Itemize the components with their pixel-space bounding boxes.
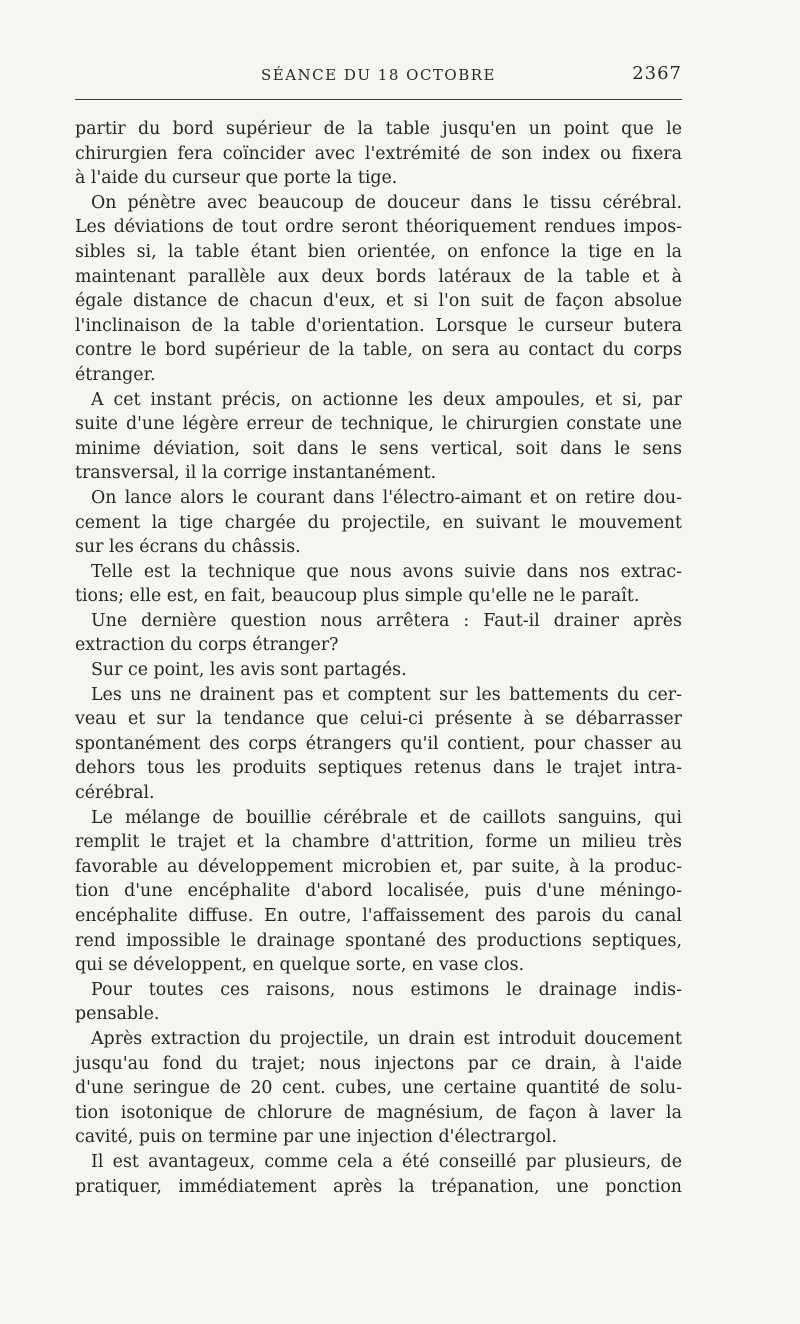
text-line: tion isotonique de chlorure de magnésium, de façon à laver la (75, 1102, 682, 1123)
header-rule (75, 99, 682, 100)
text-line: pensable. (75, 1004, 160, 1025)
text-line: contre le bord supérieur de la table, on sera au contact du corps (75, 340, 682, 361)
text-line: minime déviation, soit dans le sens vertical, soit dans le sens (75, 438, 682, 459)
text-line: tions; elle est, en fait, beaucoup plus simple qu'elle ne le paraît. (75, 586, 640, 607)
text-line: qui se développent, en quelque sorte, en vase clos. (75, 955, 525, 976)
text-line: sibles si, la table étant bien orientée, on enfonce la tige en la (75, 241, 682, 262)
text-line: remplit le trajet et la chambre d'attrition, forme un milieu très (75, 832, 682, 853)
page-header (75, 60, 682, 90)
text-line: transversal, il la corrige instantanément. (75, 463, 437, 484)
text-line: Les déviations de tout ordre seront théoriquement rendues impos- (75, 217, 682, 238)
text-line: cement la tige chargée du projectile, en suivant le mouvement (75, 512, 682, 533)
text-line: jusqu'au fond du trajet; nous injectons par ce drain, à l'aide (75, 1053, 682, 1074)
text-line: pratiquer, immédiatement après la trépanation, une ponction (75, 1176, 682, 1197)
text-line: veau et sur la tendance que celui-ci présente à se débarrasser (75, 709, 682, 730)
text-line: chirurgien fera coïncider avec l'extrémité de son index ou fixera (75, 143, 682, 164)
text-line: rend impossible le drainage spontané des productions septiques, (75, 930, 682, 951)
text-line: Après extraction du projectile, un drain est introduit doucement (91, 1028, 682, 1049)
text-line: dehors tous les produits septiques retenus dans le trajet intra- (75, 758, 682, 779)
text-line: On pénètre avec beaucoup de douceur dans le tissu cérébral. (91, 192, 682, 213)
text-line: Pour toutes ces raisons, nous estimons le drainage indis- (91, 979, 682, 1000)
text-line: Telle est la technique que nous avons suivie dans nos extrac- (91, 561, 682, 582)
text-line: On lance alors le courant dans l'électro-aimant et on retire dou- (91, 487, 682, 508)
text-line: favorable au développement microbien et, par suite, à la produc- (75, 856, 682, 877)
text-line: encéphalite diffuse. En outre, l'affaissement des parois du canal (75, 906, 682, 926)
text-line: à l'aide du curseur que porte la tige. (75, 168, 398, 189)
text-line: égale distance de chacun d'eux, et si l'on suit de façon absolue (75, 291, 682, 312)
text-line: A cet instant précis, on actionne les deux ampoules, et si, par (91, 389, 682, 410)
text-line: extraction du corps étranger? (75, 635, 339, 656)
text-line: cavité, puis on termine par une injection d'électrargol. (75, 1127, 558, 1148)
text-line: cérébral. (75, 783, 155, 804)
text-line: tion d'une encéphalite d'abord localisée, puis d'une méningo- (75, 881, 682, 902)
text-line: l'inclinaison de la table d'orientation. Lorsque le curseur butera (75, 315, 682, 336)
text-line: sur les écrans du châssis. (75, 537, 301, 558)
text-line: Le mélange de bouillie cérébrale et de caillots sanguins, qui (91, 807, 682, 828)
body-text (75, 117, 682, 1199)
text-line: d'une seringue de 20 cent. cubes, une certaine quantité de solu- (75, 1078, 682, 1099)
text-line: spontanément des corps étrangers qu'il contient, pour chasser au (75, 733, 682, 754)
text-line: partir du bord supérieur de la table jusqu'en un point que le (75, 119, 682, 139)
text-line: Une dernière question nous arrêtera : Faut-il drainer après (91, 610, 682, 631)
text-line: Sur ce point, les avis sont partagés. (91, 660, 407, 681)
text-line: étranger. (75, 364, 156, 385)
text-line: Il est avantageux, comme cela a été conseillé par plusieurs, de (91, 1151, 682, 1172)
text-line: suite d'une légère erreur de technique, le chirurgien constate une (75, 414, 682, 435)
page-number: 2367 (632, 63, 682, 84)
text-line: maintenant parallèle aux deux bords latéraux de la table et à (75, 266, 682, 287)
running-head: SÉANCE DU 18 OCTOBRE (260, 66, 496, 84)
text-line: Les uns ne drainent pas et comptent sur les battements du cer- (91, 684, 682, 705)
